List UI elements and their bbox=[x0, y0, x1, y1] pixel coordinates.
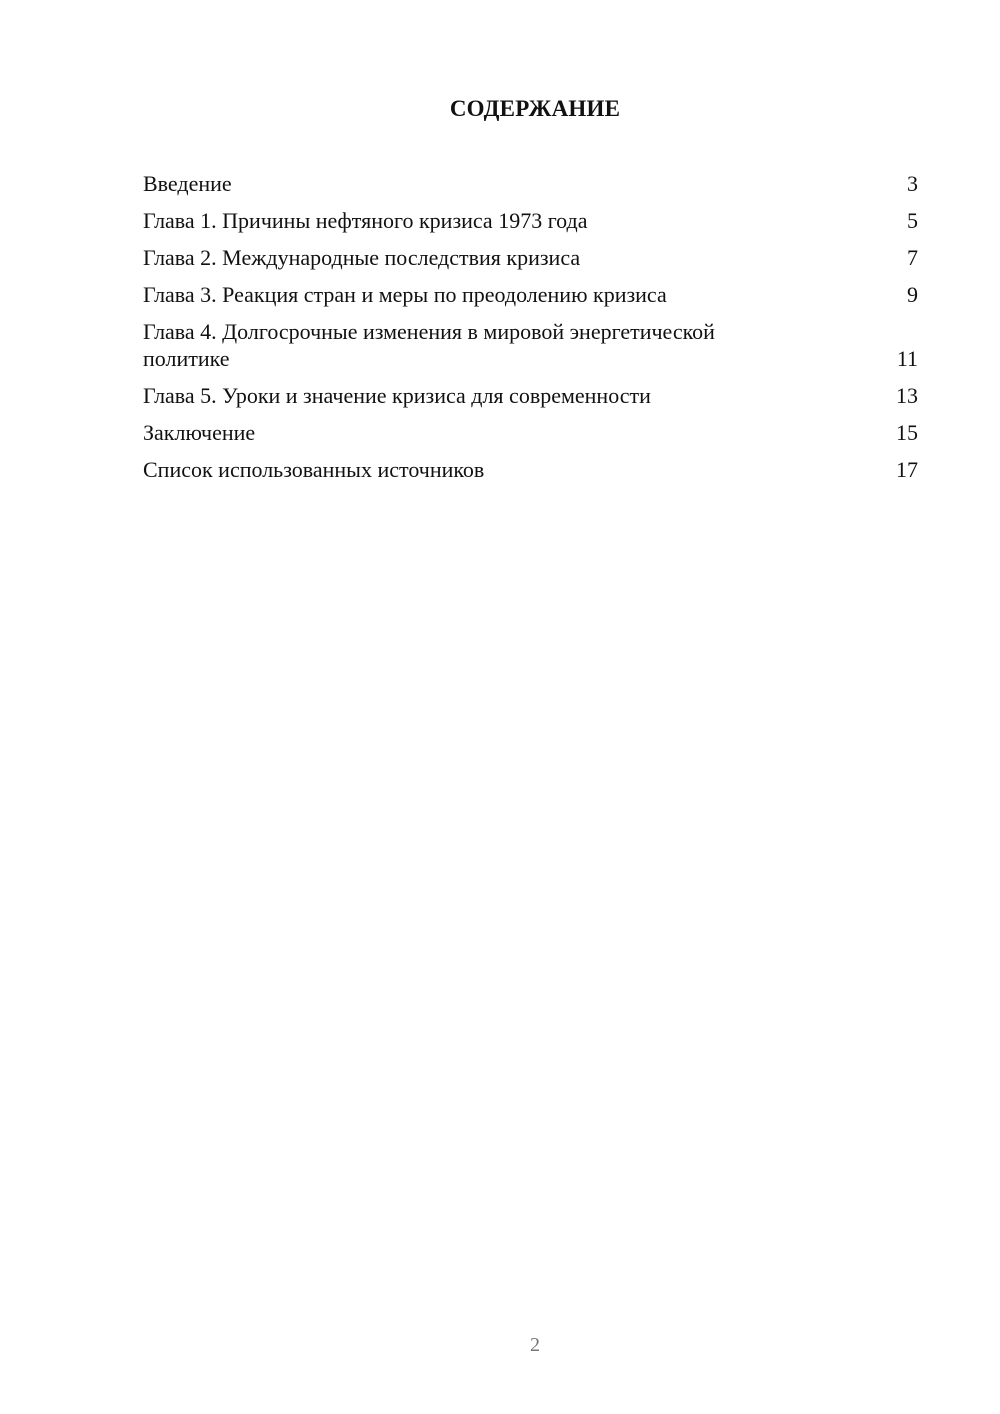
toc-entry-chapter-5[interactable] bbox=[143, 382, 918, 409]
toc-entry-chapter-2[interactable] bbox=[143, 244, 918, 271]
toc-entry-chapter-4[interactable] bbox=[143, 318, 918, 372]
toc-entry-chapter-3[interactable] bbox=[143, 281, 918, 308]
toc-entry-chapter-1[interactable] bbox=[143, 207, 918, 234]
toc-entry-text: Заключение bbox=[143, 420, 256, 445]
toc-entry-page: 7 bbox=[907, 245, 918, 270]
toc-entry-page: 13 bbox=[896, 383, 918, 408]
toc-entry-text: Список использованных источников bbox=[143, 457, 485, 482]
toc-entry-text: Глава 1. Причины нефтяного кризиса 1973 года bbox=[143, 208, 588, 233]
toc-entry-references[interactable] bbox=[143, 456, 918, 483]
toc-entry-text: Глава 2. Международные последствия кризиса bbox=[143, 245, 581, 270]
toc-entry-text: Введение bbox=[143, 171, 232, 196]
toc-entry-text: Глава 4. Долгосрочные изменения в мировой энергетической политике bbox=[143, 319, 715, 371]
toc-entry-text: Глава 5. Уроки и значение кризиса для современности bbox=[143, 383, 651, 408]
toc-entry-page: 3 bbox=[907, 171, 918, 196]
toc-entry-page: 15 bbox=[896, 420, 918, 445]
toc-entry-page: 5 bbox=[907, 208, 918, 233]
page-number: 2 bbox=[530, 1334, 540, 1356]
toc-entry-text: Глава 3. Реакция стран и меры по преодолению кризиса bbox=[143, 282, 667, 307]
toc-entry-page: 11 bbox=[896, 346, 918, 371]
toc-entry-page: 17 bbox=[896, 457, 918, 482]
table-of-contents bbox=[143, 170, 918, 493]
toc-entry-page: 9 bbox=[907, 282, 918, 307]
page-title: СОДЕРЖАНИЕ bbox=[449, 96, 621, 121]
toc-entry-introduction[interactable] bbox=[143, 170, 918, 197]
toc-entry-conclusion[interactable] bbox=[143, 419, 918, 446]
